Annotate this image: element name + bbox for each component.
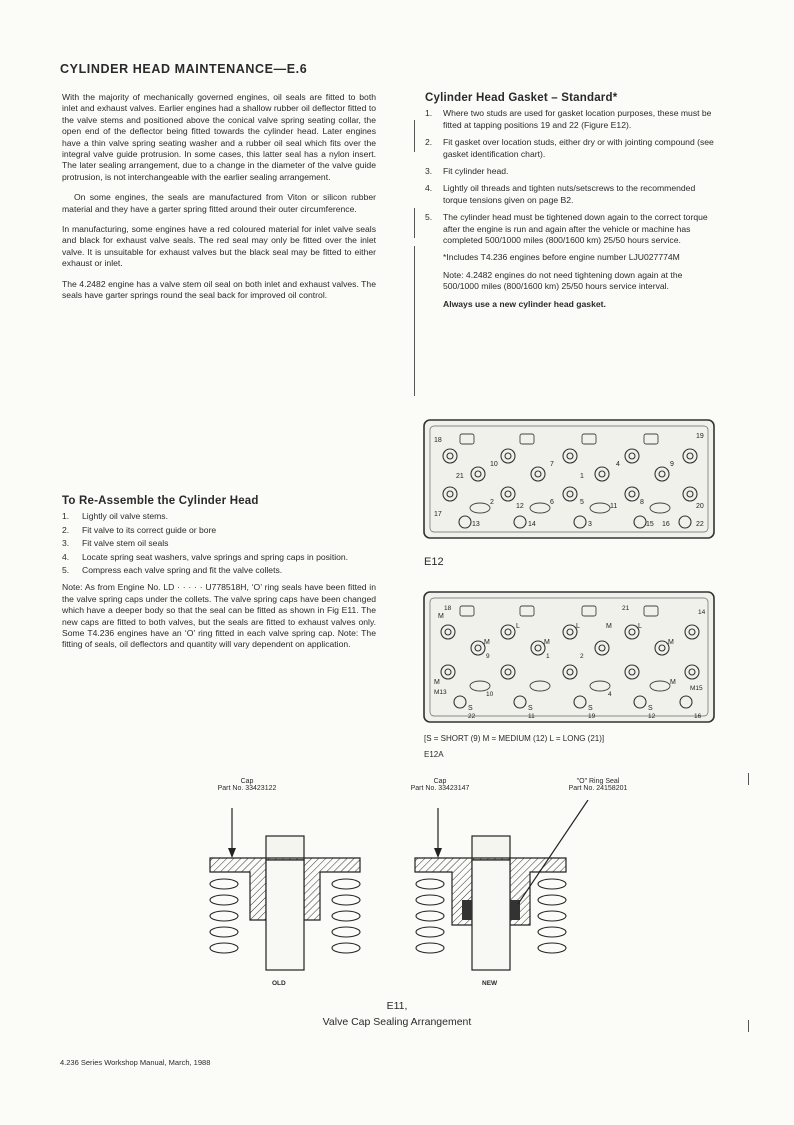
old-label: OLD bbox=[272, 980, 286, 987]
svg-text:M: M bbox=[484, 639, 490, 646]
svg-text:S: S bbox=[648, 705, 653, 712]
list-item: 5. The cylinder head must be tightened down again to the correct torque after the engine is run and again after the vehicle or machine has completed 500/1000 miles (800/1600 km) 25/50 hours service. bbox=[425, 212, 708, 246]
svg-text:3: 3 bbox=[588, 521, 592, 528]
svg-text:L: L bbox=[516, 623, 520, 630]
revision-bar bbox=[414, 246, 415, 396]
intro-text bbox=[62, 92, 376, 311]
new-label: NEW bbox=[482, 980, 498, 987]
list-item: 3. Fit valve stem oil seals bbox=[62, 538, 169, 549]
svg-text:15: 15 bbox=[646, 521, 654, 528]
svg-text:13: 13 bbox=[472, 521, 480, 528]
svg-text:M: M bbox=[438, 613, 444, 620]
gasket-heading: Cylinder Head Gasket – Standard* bbox=[425, 92, 618, 104]
svg-text:18: 18 bbox=[434, 437, 442, 444]
svg-text:2: 2 bbox=[580, 653, 584, 660]
gasket-steps bbox=[425, 108, 720, 246]
gasket-note: Note: 4.2482 engines do not need tightening down again at the 500/1000 miles (800/1600 km) 25/50 hours service interval. bbox=[443, 269, 683, 292]
list-item: 1. Where two studs are used for gasket location purposes, these must be fitted at tapping positions 19 and 22 (Figure E12). bbox=[425, 108, 712, 130]
svg-text:9: 9 bbox=[670, 461, 674, 468]
o-ring-seal-left bbox=[462, 900, 472, 920]
figure-e11-title: E11, bbox=[386, 1000, 408, 1012]
svg-text:16: 16 bbox=[694, 713, 702, 720]
new-cap-drawing bbox=[415, 800, 588, 970]
svg-text:17: 17 bbox=[434, 511, 442, 518]
svg-text:M: M bbox=[668, 639, 674, 646]
svg-text:S: S bbox=[588, 705, 593, 712]
svg-text:10: 10 bbox=[490, 461, 498, 468]
svg-text:10: 10 bbox=[486, 691, 494, 698]
svg-text:19: 19 bbox=[588, 713, 596, 720]
svg-text:4: 4 bbox=[608, 691, 612, 698]
svg-text:21: 21 bbox=[622, 605, 630, 612]
svg-text:21: 21 bbox=[456, 473, 464, 480]
revision-bar bbox=[748, 773, 749, 785]
revision-bar bbox=[414, 208, 415, 238]
cylinder-head-outline bbox=[424, 420, 714, 538]
svg-text:12: 12 bbox=[516, 503, 524, 510]
figure-e12 bbox=[420, 416, 720, 544]
gasket-warning: Always use a new cylinder head gasket. bbox=[443, 298, 606, 309]
svg-text:19: 19 bbox=[696, 433, 704, 440]
figure-e12a-label: E12A bbox=[424, 750, 444, 759]
svg-text:M: M bbox=[606, 623, 612, 630]
cylinder-head-outline bbox=[424, 592, 714, 722]
svg-text:8: 8 bbox=[640, 499, 644, 506]
list-item: 2. Fit valve to its correct guide or bore bbox=[62, 524, 217, 535]
svg-text:11: 11 bbox=[610, 503, 618, 510]
svg-text:7: 7 bbox=[550, 461, 554, 468]
list-item: 1. Lightly oil valve stems. bbox=[62, 511, 168, 522]
reassemble-steps bbox=[62, 511, 376, 576]
page-title: CYLINDER HEAD MAINTENANCE—E.6 bbox=[60, 62, 308, 76]
svg-text:2: 2 bbox=[490, 499, 494, 506]
reassemble-section bbox=[62, 496, 376, 651]
list-item: 5. Compress each valve spring and fit the valve collets. bbox=[62, 565, 283, 576]
svg-text:S: S bbox=[528, 705, 533, 712]
svg-text:L: L bbox=[576, 623, 580, 630]
figure-e12-label: E12 bbox=[424, 556, 444, 568]
svg-text:16: 16 bbox=[662, 521, 670, 528]
gasket-note: *Includes T4.236 engines before engine number LJU027774M bbox=[443, 252, 680, 263]
figure-e12a bbox=[420, 588, 720, 728]
svg-text:12: 12 bbox=[648, 713, 656, 720]
reassemble-note: Note: As from Engine No. LD · · · · · U778518H, ‘O’ ring seals have been fitted in the valve spring caps under the collets. The valve spring caps have been changed which have a deeper body so that the seal can be fitted as shown in Fig E11. The new caps are fitted to both valves, but the seals are fitted to exhaust valves only. Some T4.236 engines have an ‘O’ ring fitted in each valve spring cap. Note: The fitting of seals, oil deflectors and quantity will vary dependent on application. bbox=[62, 582, 376, 650]
figure-e12a-legend: [S = SHORT (9) M = MEDIUM (12) L = LONG (21)] bbox=[424, 734, 605, 743]
figure-e11-subtitle: Valve Cap Sealing Arrangement bbox=[322, 1016, 472, 1028]
page-footer: 4.236 Series Workshop Manual, March, 1988 bbox=[60, 1058, 211, 1067]
svg-text:14: 14 bbox=[528, 521, 536, 528]
svg-text:M13: M13 bbox=[434, 689, 447, 696]
svg-text:S: S bbox=[468, 705, 473, 712]
svg-text:M: M bbox=[544, 639, 550, 646]
svg-text:11: 11 bbox=[528, 713, 535, 720]
svg-text:18: 18 bbox=[444, 605, 452, 612]
svg-text:20: 20 bbox=[696, 503, 704, 510]
list-item: 4. Lightly oil threads and tighten nuts/setscrews to the recommended torque tensions given on page B2. bbox=[425, 183, 696, 205]
paragraph: With the majority of mechanically governed engines, oil seals are fitted to both inlet and exhaust valves. Earlier engines had a shallow rubber oil deflector fitted to the valve stems and positioned above the conical valve spring seating collar, the open end of the deflector being fitted towards the cylinder head. Later engines have a thin valve spring seating washer and a rubber oil seal which fits over the integral valve guide protrusion. In some cases, this latter seal has a nylon insert. The later sealing arrangement, due to a change in the diameter of the valve guide protrusion, is not interchangeable with the earlier sealing arrangement. bbox=[62, 92, 376, 182]
revision-bar bbox=[414, 120, 415, 152]
svg-text:L: L bbox=[638, 623, 642, 630]
svg-text:5: 5 bbox=[580, 499, 584, 506]
list-item: 4. Locate spring seat washers, valve springs and spring caps in position. bbox=[62, 551, 349, 562]
svg-text:M: M bbox=[434, 679, 440, 686]
reassemble-heading: To Re-Assemble the Cylinder Head bbox=[62, 495, 259, 507]
paragraph: On some engines, the seals are manufactured from Viton or silicon rubber material and they have a garter spring fitted around their outer circumference. bbox=[62, 192, 376, 214]
svg-text:1: 1 bbox=[580, 473, 584, 480]
o-ring-caption: "O" Ring Seal Part No. 24158201 bbox=[568, 778, 628, 792]
paragraph: In manufacturing, some engines have a red coloured material for inlet valve seals and black for exhaust valve seals. The red seal may only be fitted over the inlet valve. It is unsuitable for exhaust valves but the black seal may be fitted to either exhaust or inlet. bbox=[62, 224, 376, 269]
svg-text:M: M bbox=[670, 679, 676, 686]
old-cap-caption: Cap Part No. 33423122 bbox=[217, 778, 277, 792]
list-item: 3. Fit cylinder head. bbox=[425, 166, 509, 177]
new-cap-caption: Cap Part No. 33423147 bbox=[410, 778, 470, 792]
figure-e11 bbox=[200, 800, 590, 980]
svg-text:14: 14 bbox=[698, 609, 706, 616]
svg-text:4: 4 bbox=[616, 461, 620, 468]
gasket-section bbox=[425, 93, 720, 310]
svg-text:6: 6 bbox=[550, 499, 554, 506]
list-item: 2. Fit gasket over location studs, either dry or with jointing compound (see gasket identification chart). bbox=[425, 137, 714, 159]
old-cap-drawing bbox=[210, 808, 360, 970]
svg-text:M15: M15 bbox=[690, 685, 703, 692]
paragraph: The 4.2482 engine has a valve stem oil seal on both inlet and exhaust valves. The seals have garter springs round the seal back for improved oil control. bbox=[62, 278, 376, 301]
svg-text:1: 1 bbox=[546, 653, 550, 660]
svg-text:22: 22 bbox=[468, 713, 476, 720]
svg-text:9: 9 bbox=[486, 653, 490, 660]
svg-text:22: 22 bbox=[696, 521, 704, 528]
